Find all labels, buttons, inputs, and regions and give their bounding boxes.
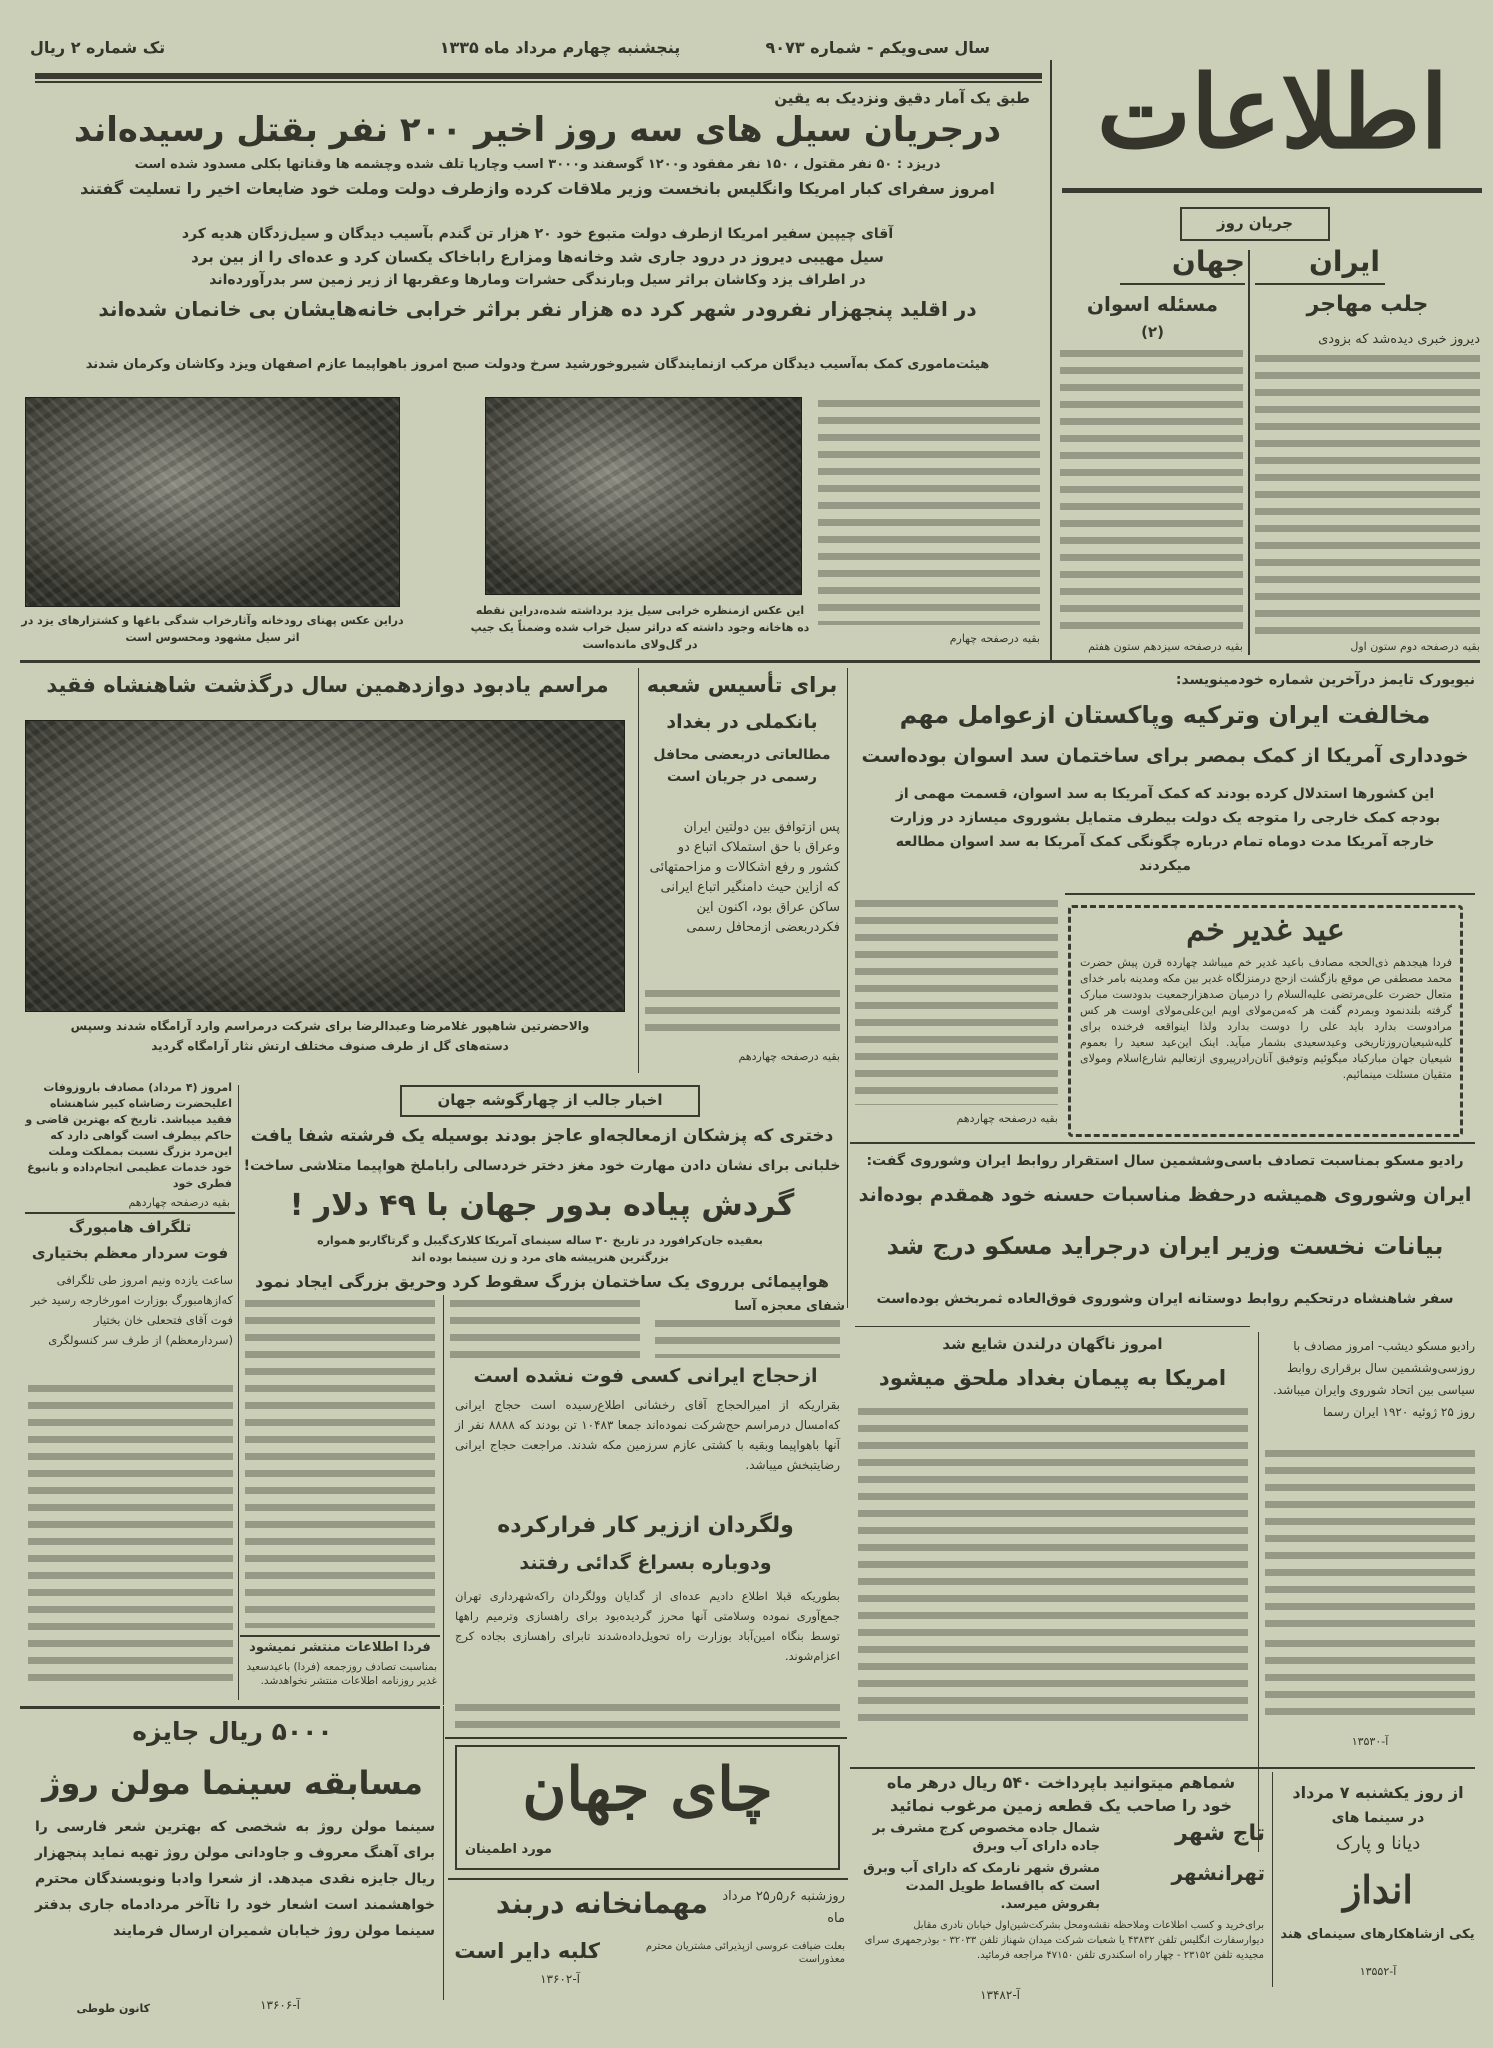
- col-rule: [847, 668, 848, 1308]
- cinema-code: آ-۱۳۵۵۲: [1359, 1965, 1397, 1978]
- top-rule: [35, 73, 1042, 79]
- caption-river: دراین عکس پهنای رودخانه وآثارخراب شدگی باغها و کشتزارهای یزد در اثر سیل مشهود ومحسوس است: [21, 614, 404, 644]
- land-taj: تاج شهر: [1175, 1821, 1265, 1846]
- vagrants-h2: ودوباره بسراغ گدائی رفتند: [519, 1552, 772, 1574]
- world-miracle: شفای معجزه آسا: [734, 1299, 845, 1314]
- rule: [25, 1212, 235, 1214]
- rule: [240, 1635, 440, 1637]
- moulin-code: آ-۱۳۶۰۶: [260, 1998, 300, 2012]
- memorial-headline: مراسم یادبود دوازدهمین سال درگذشت شاهنشاه فقید: [46, 673, 609, 697]
- lead-sub4: در اطراف یزد وکاشان براثر سیل وبارندگی حشرات ومارها وعقربها از زیر زمین سر بدرآورده‌اند: [209, 272, 866, 288]
- lead-headline: درجریان سیل های سه روز اخیر ۲۰۰ نفر بقتل رسیده‌اند: [73, 110, 1002, 150]
- col-rule: [443, 1295, 444, 1705]
- lead-sub2: آقای چیپین سفیر امریکا ازطرف دولت متبوع خود ۲۰ هزار تن گندم بآسیب دیدگان و سیل‌زدگان هدیه کرد: [181, 226, 894, 242]
- flood-photo-jeep: [485, 397, 802, 595]
- rule: [448, 1878, 848, 1880]
- world-label: جهان: [1171, 245, 1245, 278]
- lead-sub1: دریزد : ۵۰ نفر مقتول ، ۱۵۰ نفر مفقود و۱۲۰۰ گوسفند و۳۰۰۰ اسب وچارپا تلف شده وچشمه ها وقناتها بکلی مسدود شده است: [134, 157, 941, 172]
- nyt-body: [855, 900, 1058, 1105]
- memorial-caption: والاحضرتین شاهپور غلامرضا وعبدالرضا برای شرکت درمراسم وارد آرامگاه شدند وسپس دسته‌های گل از طرف صنوف مختلف ارتش نثار آرامگاه گردید: [70, 1019, 590, 1053]
- masthead-logo: اطلاعات: [1096, 53, 1449, 171]
- rule: [20, 1706, 440, 1709]
- lead-body-text: [818, 400, 1040, 625]
- col-rule: [443, 1706, 444, 2000]
- hamburg-kicker: تلگراف هامبورگ: [68, 1218, 192, 1236]
- iran-headline: جلب مهاجر: [1306, 292, 1429, 317]
- hamburg-headline: فوت سردار معظم بختیاری: [31, 1244, 229, 1262]
- cinema-desc: یکی ازشاهکارهای سینمای هند: [1280, 1927, 1475, 1942]
- section-rule: [850, 1142, 1475, 1144]
- darband-body: بعلت ضیافت عروسی ازپذیرائی مشتریان محترم معذوراست: [645, 1941, 845, 1965]
- bank-body-more: [645, 990, 840, 1040]
- hajj-headline: ازحجاج ایرانی کسی فوت نشده است: [473, 1365, 818, 1387]
- iran-rule: [1255, 283, 1385, 285]
- lead-kicker: طبق یک آمار دقیق ونزدیک به یقین: [774, 89, 1030, 107]
- memorial-photo: [25, 720, 625, 1012]
- world-body: [1060, 350, 1243, 635]
- moscow-body-more: [1265, 1450, 1475, 1630]
- world-col2: [450, 1300, 640, 1358]
- world-box-title: اخبار جالب از چهارگوشه جهان: [437, 1091, 663, 1109]
- moulin-body: سینما مولن روژ به شخصی که بهترین شعر فارسی را برای آهنگ معروف و جاودانی مولن روژ تهیه نماید پنجهزار ریال جایزه نقدی میدهد. از شعرا وادبا ونویسندگان محترم خواهشمند است اشعار خود را تاآخر مردادماه جاری بدفتر سینما مولن روژ خیابان شمیران ارسال فرمایند: [35, 1819, 435, 1939]
- iran-cont: بقیه درصفحه دوم ستون اول: [1350, 640, 1480, 653]
- darband-date: روزشنبه ۶ر۵ر۲۵ مرداد ماه: [722, 1889, 845, 1926]
- moulin-title: مسابقه سینما مولن روژ: [42, 1764, 423, 1802]
- world-col1: [655, 1320, 840, 1358]
- cinema-from: از روز یکشنبه ۷ مرداد: [1292, 1783, 1464, 1802]
- world-cont: بقیه درصفحه سیزدهم ستون هفتم: [1088, 640, 1243, 653]
- nyt-kicker: نیویورک تایمز درآخرین شماره خودمینویسد:: [1175, 672, 1475, 688]
- iran-body: [1255, 355, 1480, 635]
- issue-number: سال سی‌ویکم - شماره ۹۰۷۳: [765, 38, 990, 57]
- hamburg-body: ساعت یازده ونیم امروز طی تلگرافی که‌ازهامبورگ بوزارت امورخارجه رسید خبر فوت آقای فتحعلی خان بختیار (سردارمعظم) از طرف سر کنسولگری: [30, 1273, 233, 1347]
- top-rule-thin: [35, 81, 1042, 83]
- bank-h1: برای تأسیس شعبه: [646, 673, 838, 697]
- cinema-names: دیانا و پارک: [1335, 1833, 1421, 1854]
- darband-code: آ-۱۳۶۰۲: [540, 1972, 580, 1986]
- land-tehran: تهرانشهر: [1171, 1861, 1265, 1885]
- col-rule: [638, 668, 639, 1073]
- reza-cont: بقیه درصفحه چهاردهم: [128, 1196, 230, 1209]
- darband-title: مهمانخانه دربند: [495, 1887, 708, 1920]
- ghadir-title: عید غدیر خم: [1186, 913, 1345, 948]
- rule: [445, 1737, 847, 1739]
- vagrants-body: بطوریکه قبلا اطلاع دادیم عده‌ای از گدایان وولگردان راکه‌شهرداری تهران جمع‌آوری نموده وسلامتی آنها محرز گردیده‌بود برای راهسازی وترمیم راهها توسط بنگاه امین‌آباد بوزارت راه تحویل‌داده‌شدند تابرای راهسازی بجاده کرج اعزام‌شوند.: [455, 1589, 840, 1663]
- lead-headline3: در اقلید پنجهزار نفرودر شهر کرد ده هزار نفر براثر خرابی خانه‌هایشان بی خانمان شده‌اند: [98, 297, 977, 321]
- bank-body: پس ازتوافق بین دولتین ایران وعراق با حق استملاک اتباع دو کشور و رفع اشکالات و مزاحمتهائی که ازاین حیث دامنگیر اتباع ایرانی ساکن عراق بود، اکنون این فکردربعضی ازمحافل رسمی: [649, 820, 840, 935]
- ghadir-body: فردا هیجدهم ذی‌الحجه مصادف باعید غدیر خم میباشد چهارده قرن پیش حضرت محمد مصطفی ص موقع بازگشت ازحج درمنزلگاه غدیر بین مکه ومدینه بامر خدای متعال حضرت علی‌مرتضی علیه‌السلام را درمیان صدهزارجمعیت بدودست مبارک گرفته بلندنمود وبمردم گفت هر که‌من‌مولای اویم این‌علی‌مولای اوست هر کس مرادوست بدارد باید علی را دوست بدارد ولذا اینواقعه فرخنده برای کلیه‌شیعیان‌روزتاریخی وعیدسعیدی بشمار میآید. اینک این‌عید سعید را بعموم شیعیان جهان مبارکباد میگوئیم وتوفیق آنان‌رادرپیروی ازتعالیم شارع‌اسلام ومولای متقیان مسئلت مینمائیم.: [1080, 956, 1452, 1081]
- column-rule: [1050, 60, 1052, 660]
- cinema-in: در سینما های: [1331, 1810, 1425, 1826]
- nopaper-headline: فردا اطلاعات منتشر نمیشود: [249, 1640, 431, 1655]
- lead-headline2: امروز سفرای کبار امریکا وانگلیس بانخست وزیر ملاقات کرده وازطرف دولت وملت خود ضایعات اخیر را تسلیت گفتند: [80, 179, 995, 198]
- moscow-kicker: رادیو مسکو بمناسبت تصادف باسی‌وششمین سال استقرار روابط ایران وشوروی گفت:: [866, 1153, 1464, 1169]
- lead-sub5: هیئت‌ماموری کمک به‌آسیب دیدگان مرکب ازنمایندگان شیروخورشید سرخ ودولت صبح امروز باهواپیما عازم اصفهان ویزد وکاشان وکرمان شدند: [85, 357, 990, 372]
- caption-jeep: این عکس ازمنظره خرابی سیل یزد برداشته شده،دراین نقطه ده هاخانه وجود داشته که دراثر سیل خراب شده وضمناً یک جیپ در گل‌ولای مانده‌است: [470, 604, 810, 651]
- issue-date: پنجشنبه چهارم مرداد ماه ۱۳۳۵: [439, 38, 681, 57]
- masthead-rule: [1062, 188, 1482, 193]
- world-rule: [1120, 283, 1245, 285]
- nyt-cont: بقیه درصفحه چهاردهم: [956, 1112, 1058, 1125]
- lead-cont: بقیه درصفحه چهارم: [949, 632, 1040, 645]
- world-col3: [245, 1300, 435, 1358]
- daily-title: جریان روز: [1216, 214, 1294, 232]
- vagrants-body-more: [455, 1704, 840, 1730]
- land-info: برای‌خرید و کسب اطلاعات وملاحظه نقشه‌ومحل بشرکت‌شین‌اول خیابان نادری مقابل دیوارسفارت انگلیس تلفن ۴۳۸۳۲ یا شعبات شرکت میدان شهناز تلفن ۳۲۰۳۳ - بوذرجمهری سرای مجیدیه تلفن ۲۳۱۵۲ - چهار راه اسکندری تلفن ۴۷۱۵۰ مراجعه فرمائید.: [864, 1920, 1264, 1961]
- land-l1: شماهم میتوانید باپرداخت ۵۴۰ ریال درهر ماه: [886, 1773, 1236, 1792]
- daily-divider: [1248, 250, 1250, 655]
- ad-agency: کانون طوطی: [76, 2002, 150, 2015]
- lead-sub3: سیل مهیبی دیروز در درود جاری شد وخانه‌ها ومزارع راباخاک یکسان کرد و عده‌ای را از بین برد: [191, 248, 884, 266]
- land-l2: خود را صاحب یک قطعه زمین مرغوب نمائید: [889, 1796, 1233, 1815]
- section-rule: [850, 1767, 1475, 1769]
- moscow-body: رادیو مسکو دیشب- امروز مصادف با روزسی‌وششمین سال برقراری روابط سیاسی بین اتحاد شوروی وایران میباشد. روز ۲۵ ژوئیه ۱۹۲۰ ایران رسما: [1273, 1339, 1475, 1419]
- world-h2: خلبانی برای نشان دادن مهارت خود مغز دختر خردسالی راباملخ هواپیما متلاشی ساخت!: [243, 1158, 841, 1174]
- bank-sub: مطالعاتی دربعضی محافل رسمی در جریان است: [653, 747, 831, 785]
- section-rule: [20, 660, 1480, 663]
- nyt-rule: [1065, 893, 1475, 895]
- land-code: آ-۱۳۴۸۲: [980, 1988, 1020, 2002]
- world-sub: بعقیده جان‌کرافورد در تاریخ ۳۰ ساله سینمای آمریکا کلارک‌گیبل و گرتاگاربو همواره بزرگترین هنرپیشه های مرد و زن سینما بوده اند: [317, 1234, 763, 1264]
- moulin-prize: ۵۰۰۰ ریال جایزه: [132, 1717, 333, 1746]
- darband-open: کلبه دایر است: [454, 1939, 600, 1963]
- baghdad-kicker: امروز ناگهان درلندن شایع شد: [942, 1335, 1163, 1353]
- iran-label: ایران: [1308, 245, 1380, 278]
- moscow-headline2: بیانات نخست وزیر ایران درجراید مسکو درج شد: [886, 1232, 1444, 1260]
- iran-first-line: دیروز خبری دیده‌شد که بزودی: [1318, 332, 1480, 347]
- rule: [855, 1326, 1250, 1327]
- bank-cont: بقیه درصفحه چهاردهم: [738, 1050, 840, 1063]
- world-h1: دختری که پزشکان ازمعالجه‌او عاجز بودند بوسیله یک فرشته شفا یافت: [250, 1126, 834, 1146]
- moscow-sub: سفر شاهنشاه درتحکیم روابط دوستانه ایران وشوروی فوق‌العاده ثمربخش بوده‌است: [876, 1291, 1454, 1307]
- world-part: (۲): [1141, 323, 1164, 341]
- land-taj-desc: شمال جاده مخصوص کرج مشرف بر جاده دارای آب وبرق: [872, 1821, 1100, 1854]
- price: تک شماره ۲ ریال: [30, 38, 166, 57]
- hajj-body: بقراریکه از امیرالحجاج آقای رخشانی اطلاع‌رسیده است حجاج ایرانی که‌امسال درمراسم حج‌شرکت نموده‌اند جمعا ۱۰۴۸۳ تن بودند که ۸۸۸۸ نفر از آنها باهواپیما وبقیه با کشتی عازم سرزمین مکه شدند. مراجعت حجاج ایرانی رضایتبخش میباشد.: [455, 1398, 840, 1472]
- world-h3: گردش پیاده بدور جهان با ۴۹ دلار !: [289, 1188, 795, 1223]
- world-headline: مسئله اسوان: [1086, 292, 1219, 316]
- small-ad-code: آ-۱۳۵۳۰: [1351, 1735, 1389, 1748]
- moscow-headline: ایران وشوروی همیشه درحفظ مناسبات حسنه خود همقدم بوده‌اند: [858, 1184, 1472, 1206]
- nopaper-body: بمناسبت تصادف روزجمعه (فردا) باعیدسعید غدیر روزنامه اطلاعات منتشر نخواهدشد.: [246, 1661, 437, 1687]
- world-h4: هواپیمائی برروی یک ساختمان بزرگ سقوط کرد وحریق بزرگی ایجاد نمود: [255, 1272, 829, 1291]
- nyt-headline: مخالفت ایران وترکیه وپاکستان ازعوامل مهم: [899, 701, 1431, 729]
- tea-brand: چای جهان: [522, 1755, 773, 1825]
- cinema-film: انداز: [1343, 1867, 1413, 1912]
- world-continued: [245, 1368, 435, 1628]
- col-rule: [1272, 1772, 1273, 1987]
- hamburg-body-more: [28, 1385, 233, 1685]
- bank-h2: بانکملی در بغداد: [666, 711, 818, 733]
- col-rule: [238, 1085, 239, 1700]
- flood-photo-river: [25, 397, 400, 607]
- vagrants-h1: ولگردان اززیر کار فرارکرده: [497, 1513, 794, 1538]
- nyt-headline2: خودداری آمریکا از کمک بمصر برای ساختمان سد اسوان بوده‌است: [861, 745, 1469, 767]
- baghdad-body: [858, 1408, 1248, 1723]
- land-tehran-desc: مشرق شهر نارمک که دارای آب وبرق است که بااقساط طویل المدت بفروش میرسد.: [863, 1861, 1100, 1912]
- small-ad-text: [1265, 1640, 1475, 1715]
- reza-body: امروز (۴ مرداد) مصادف باروزوفات اعلیحضرت رضاشاه کبیر شاهنشاه فقید میباشد. تاریخ که بهترین قاضی و حاکم بیطرف است گواهی دارد که این‌مرد بزرگ نسبت بمملکت وملت خود خدمات عظیمی انجام‌داده و بانبوغ فطری خود: [25, 1081, 232, 1190]
- nyt-sub: این کشورها استدلال کرده بودند که کمک آمریکا به سد اسوان، قسمت مهمی از بودجه کمک خارجی را متوجه یک دولت بیطرف متمایل بشوروی میسازد در وزارت خارجه آمریکا مدت دوماه تمام درباره چگونگی کمک آمریکا به سد اسوان مطالعه میکردند: [889, 786, 1441, 874]
- baghdad-headline: امریکا به پیمان بغداد ملحق میشود: [878, 1366, 1227, 1390]
- tea-tagline: مورد اطمینان: [465, 1842, 552, 1857]
